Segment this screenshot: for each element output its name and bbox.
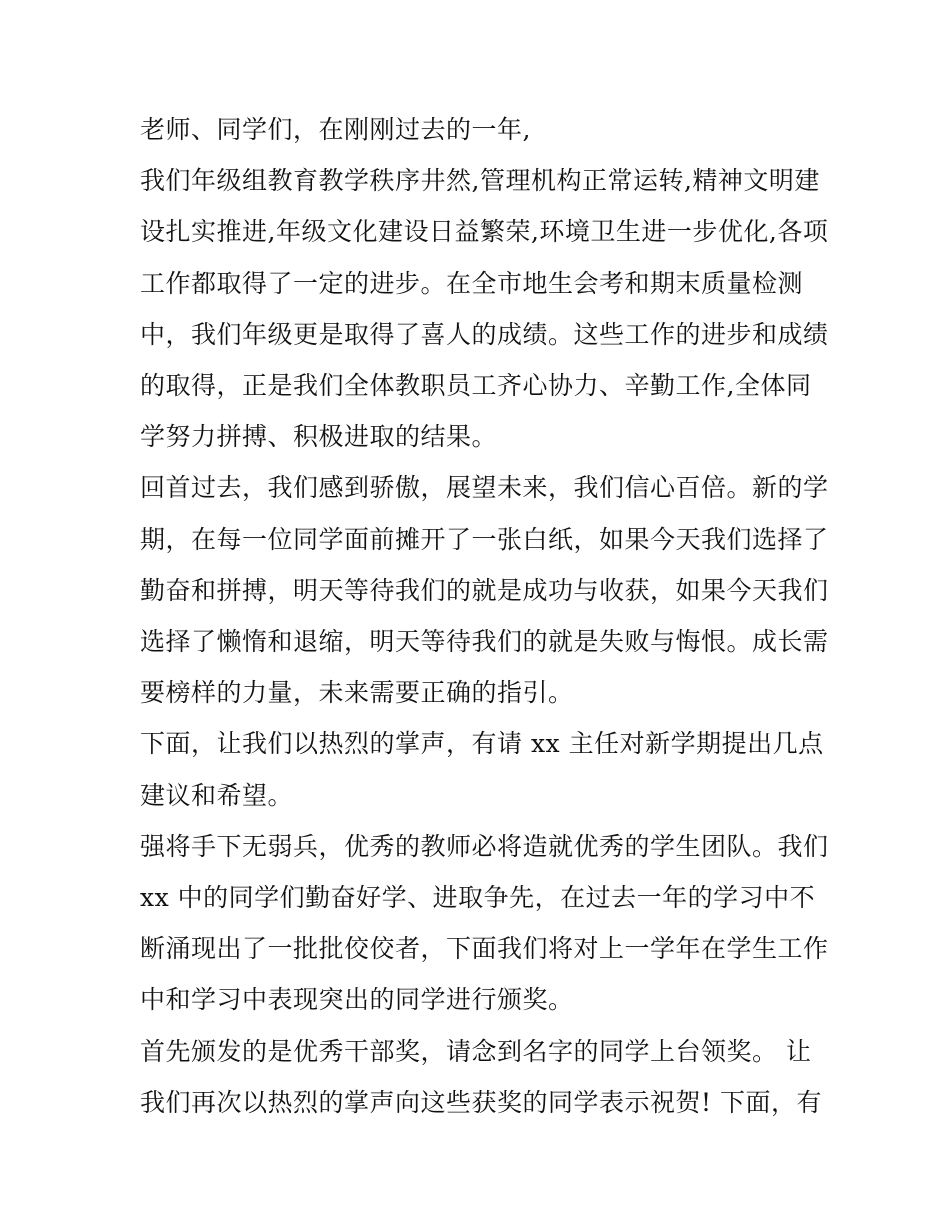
text-line: 勤奋和拼搏，明天等待我们的就是成功与收获，如果今天我们 — [140, 575, 829, 605]
document-body — [140, 104, 829, 1128]
text-line: 要榜样的力量，未来需要正确的指引。 — [140, 678, 574, 708]
text-line: xx 中的同学们勤奋好学、进取争先，在过去一年的学习中不 — [140, 883, 816, 913]
text-line: 强将手下无弱兵，优秀的教师必将造就优秀的学生团队。我们 — [140, 831, 829, 861]
text-line: 我们年级组教育教学秩序井然,管理机构正常运转,精神文明建 — [140, 166, 820, 196]
text-line: 中和学习中表现突出的同学进行颁奖。 — [140, 985, 574, 1015]
text-line: 的取得，正是我们全体教职员工齐心协力、辛勤工作,全体同 — [140, 371, 812, 401]
text-line: 学努力拼搏、积极进取的结果。 — [140, 422, 498, 452]
text-line: 中，我们年级更是取得了喜人的成绩。这些工作的进步和成绩 — [140, 319, 829, 349]
text-line: 老师、同学们，在刚刚过去的一年, — [140, 115, 531, 144]
text-line: 工作都取得了一定的进步。在全市地生会考和期末质量检测 — [140, 268, 804, 298]
text-line: 期，在每一位同学面前摊开了一张白纸，如果今天我们选择了 — [140, 524, 829, 554]
paragraph-greeting — [140, 104, 812, 155]
text-line: 我们再次以热烈的掌声向这些获奖的同学表示祝贺! 下面，有 — [140, 1087, 822, 1117]
paragraph-outlook — [140, 462, 829, 718]
paragraph-invitation — [140, 718, 824, 820]
text-line: 建议和希望。 — [140, 780, 294, 810]
paragraph-achievements — [140, 155, 829, 462]
paragraph-first-award — [140, 1026, 822, 1128]
text-line: 回首过去，我们感到骄傲，展望未来，我们信心百倍。新的学 — [140, 473, 829, 503]
paragraph-awards-intro — [140, 821, 829, 1026]
text-line: 设扎实推进,年级文化建设日益繁荣,环境卫生进一步优化,各项 — [140, 217, 829, 247]
text-line: 断涌现出了一批批佼佼者，下面我们将对上一学年在学生工作 — [140, 934, 829, 964]
text-line: 首先颁发的是优秀干部奖，请念到名字的同学上台领奖。 让 — [140, 1036, 812, 1066]
text-line: 下面，让我们以热烈的掌声，有请 xx 主任对新学期提出几点 — [140, 729, 824, 759]
text-line: 选择了懒惰和退缩，明天等待我们的就是失败与悔恨。成长需 — [140, 627, 829, 657]
